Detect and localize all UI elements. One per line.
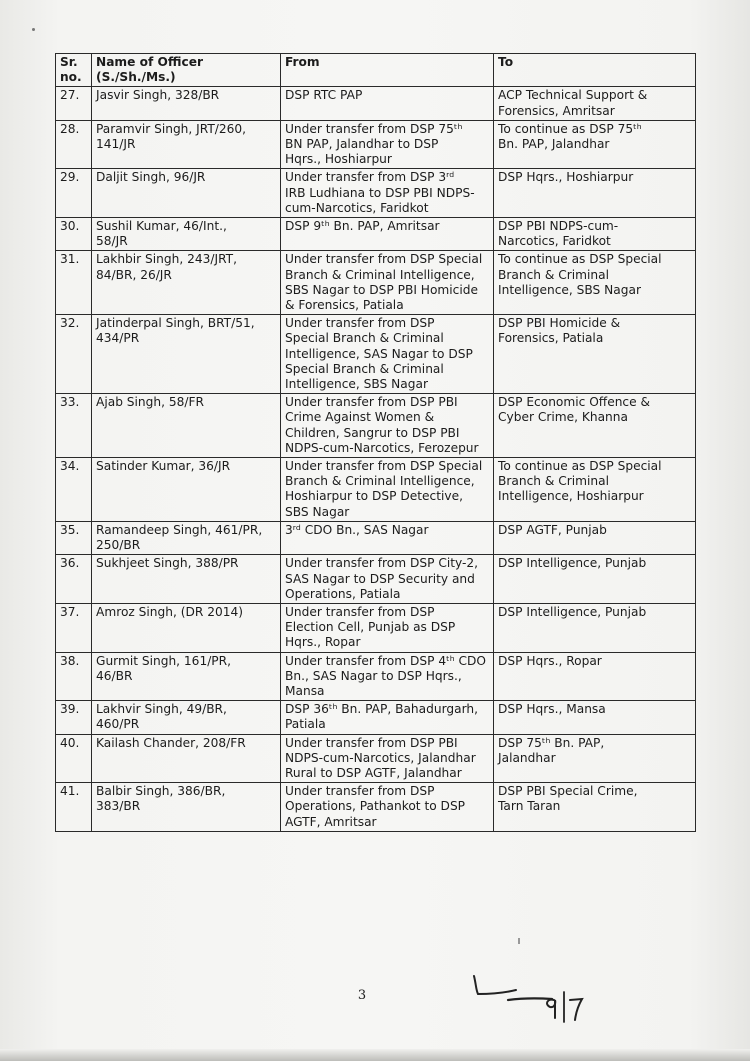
table-row xyxy=(56,315,696,394)
cell-from: Under transfer from DSP 3ʳᵈ IRB Ludhiana to DSP PBI NDPS- cum-Narcotics, Faridkot xyxy=(281,169,494,218)
table-row xyxy=(56,652,696,701)
cell-from: Under transfer from DSP Election Cell, Punjab as DSP Hqrs., Ropar xyxy=(281,603,494,652)
cell-from: Under transfer from DSP Special Branch & Criminal Intelligence, Hoshiarpur to DSP Detective, SBS Nagar xyxy=(281,458,494,522)
table-header-row xyxy=(56,54,696,87)
cell-officer-name: Sukhjeet Singh, 388/PR xyxy=(92,555,281,604)
scan-mark xyxy=(518,938,520,944)
cell-from: Under transfer from DSP Special Branch & Criminal Intelligence, SBS Nagar to DSP PBI Homicide & Forensics, Patiala xyxy=(281,251,494,315)
cell-officer-name: Lakhvir Singh, 49/BR, 460/PR xyxy=(92,701,281,734)
table-row xyxy=(56,734,696,783)
cell-from: Under transfer from DSP 75ᵗʰ BN PAP, Jalandhar to DSP Hqrs., Hoshiarpur xyxy=(281,120,494,169)
cell-to: DSP PBI Special Crime, Tarn Taran xyxy=(494,783,696,832)
cell-sr-no: 38. xyxy=(56,652,92,701)
cell-to: DSP AGTF, Punjab xyxy=(494,521,696,554)
header-name-of-officer: Name of Officer (S./Sh./Ms.) xyxy=(92,54,281,87)
transfer-order-table xyxy=(55,53,696,832)
cell-officer-name: Lakhbir Singh, 243/JRT, 84/BR, 26/JR xyxy=(92,251,281,315)
table-row xyxy=(56,701,696,734)
cell-sr-no: 35. xyxy=(56,521,92,554)
cell-to: To continue as DSP Special Branch & Criminal Intelligence, SBS Nagar xyxy=(494,251,696,315)
cell-from: DSP RTC PAP xyxy=(281,87,494,120)
cell-officer-name: Amroz Singh, (DR 2014) xyxy=(92,603,281,652)
header-from: From xyxy=(281,54,494,87)
cell-to: To continue as DSP 75ᵗʰ Bn. PAP, Jalandhar xyxy=(494,120,696,169)
table-row xyxy=(56,783,696,832)
cell-sr-no: 30. xyxy=(56,218,92,251)
table-row xyxy=(56,521,696,554)
cell-from: Under transfer from DSP Special Branch & Criminal Intelligence, SAS Nagar to DSP Special Branch & Criminal Intelligence, SBS Nagar xyxy=(281,315,494,394)
table-row xyxy=(56,555,696,604)
cell-officer-name: Paramvir Singh, JRT/260, 141/JR xyxy=(92,120,281,169)
cell-sr-no: 34. xyxy=(56,458,92,522)
cell-sr-no: 33. xyxy=(56,394,92,458)
cell-officer-name: Sushil Kumar, 46/Int., 58/JR xyxy=(92,218,281,251)
table-row xyxy=(56,120,696,169)
cell-to: DSP Hqrs., Ropar xyxy=(494,652,696,701)
cell-from: Under transfer from DSP City-2, SAS Nagar to DSP Security and Operations, Patiala xyxy=(281,555,494,604)
cell-from: DSP 9ᵗʰ Bn. PAP, Amritsar xyxy=(281,218,494,251)
cell-from: DSP 36ᵗʰ Bn. PAP, Bahadurgarh, Patiala xyxy=(281,701,494,734)
cell-to: DSP PBI NDPS-cum- Narcotics, Faridkot xyxy=(494,218,696,251)
cell-to: DSP Intelligence, Punjab xyxy=(494,603,696,652)
table-row xyxy=(56,458,696,522)
cell-sr-no: 36. xyxy=(56,555,92,604)
cell-officer-name: Ajab Singh, 58/FR xyxy=(92,394,281,458)
page-edge-shadow xyxy=(0,1049,750,1061)
cell-to: DSP Intelligence, Punjab xyxy=(494,555,696,604)
cell-officer-name: Daljit Singh, 96/JR xyxy=(92,169,281,218)
signature-drawing xyxy=(468,970,598,1030)
cell-to: DSP Hqrs., Hoshiarpur xyxy=(494,169,696,218)
cell-officer-name: Kailash Chander, 208/FR xyxy=(92,734,281,783)
cell-sr-no: 28. xyxy=(56,120,92,169)
table-row xyxy=(56,218,696,251)
cell-sr-no: 39. xyxy=(56,701,92,734)
cell-from: Under transfer from DSP PBI Crime Against Women & Children, Sangrur to DSP PBI NDPS-cum-Narcotics, Ferozepur xyxy=(281,394,494,458)
cell-from: Under transfer from DSP Operations, Pathankot to DSP AGTF, Amritsar xyxy=(281,783,494,832)
header-sr-no: Sr. no. xyxy=(56,54,92,87)
cell-from: Under transfer from DSP PBI NDPS-cum-Narcotics, Jalandhar Rural to DSP AGTF, Jalandhar xyxy=(281,734,494,783)
cell-sr-no: 27. xyxy=(56,87,92,120)
cell-to: DSP 75ᵗʰ Bn. PAP, Jalandhar xyxy=(494,734,696,783)
cell-to: ACP Technical Support & Forensics, Amritsar xyxy=(494,87,696,120)
cell-officer-name: Satinder Kumar, 36/JR xyxy=(92,458,281,522)
cell-sr-no: 41. xyxy=(56,783,92,832)
cell-to: DSP Hqrs., Mansa xyxy=(494,701,696,734)
cell-sr-no: 32. xyxy=(56,315,92,394)
cell-officer-name: Balbir Singh, 386/BR, 383/BR xyxy=(92,783,281,832)
page-number: 3 xyxy=(357,988,367,1003)
table-row xyxy=(56,394,696,458)
table-row xyxy=(56,87,696,120)
cell-from: 3ʳᵈ CDO Bn., SAS Nagar xyxy=(281,521,494,554)
cell-to: DSP Economic Offence & Cyber Crime, Khanna xyxy=(494,394,696,458)
cell-sr-no: 40. xyxy=(56,734,92,783)
header-to: To xyxy=(494,54,696,87)
scan-mark xyxy=(32,28,35,31)
cell-sr-no: 37. xyxy=(56,603,92,652)
table-row xyxy=(56,169,696,218)
table-row xyxy=(56,251,696,315)
cell-from: Under transfer from DSP 4ᵗʰ CDO Bn., SAS Nagar to DSP Hqrs., Mansa xyxy=(281,652,494,701)
cell-officer-name: Gurmit Singh, 161/PR, 46/BR xyxy=(92,652,281,701)
cell-to: DSP PBI Homicide & Forensics, Patiala xyxy=(494,315,696,394)
table-row xyxy=(56,603,696,652)
cell-sr-no: 29. xyxy=(56,169,92,218)
handwritten-signature xyxy=(468,970,598,1034)
cell-to: To continue as DSP Special Branch & Criminal Intelligence, Hoshiarpur xyxy=(494,458,696,522)
cell-sr-no: 31. xyxy=(56,251,92,315)
cell-officer-name: Jasvir Singh, 328/BR xyxy=(92,87,281,120)
cell-officer-name: Ramandeep Singh, 461/PR, 250/BR xyxy=(92,521,281,554)
cell-officer-name: Jatinderpal Singh, BRT/51, 434/PR xyxy=(92,315,281,394)
